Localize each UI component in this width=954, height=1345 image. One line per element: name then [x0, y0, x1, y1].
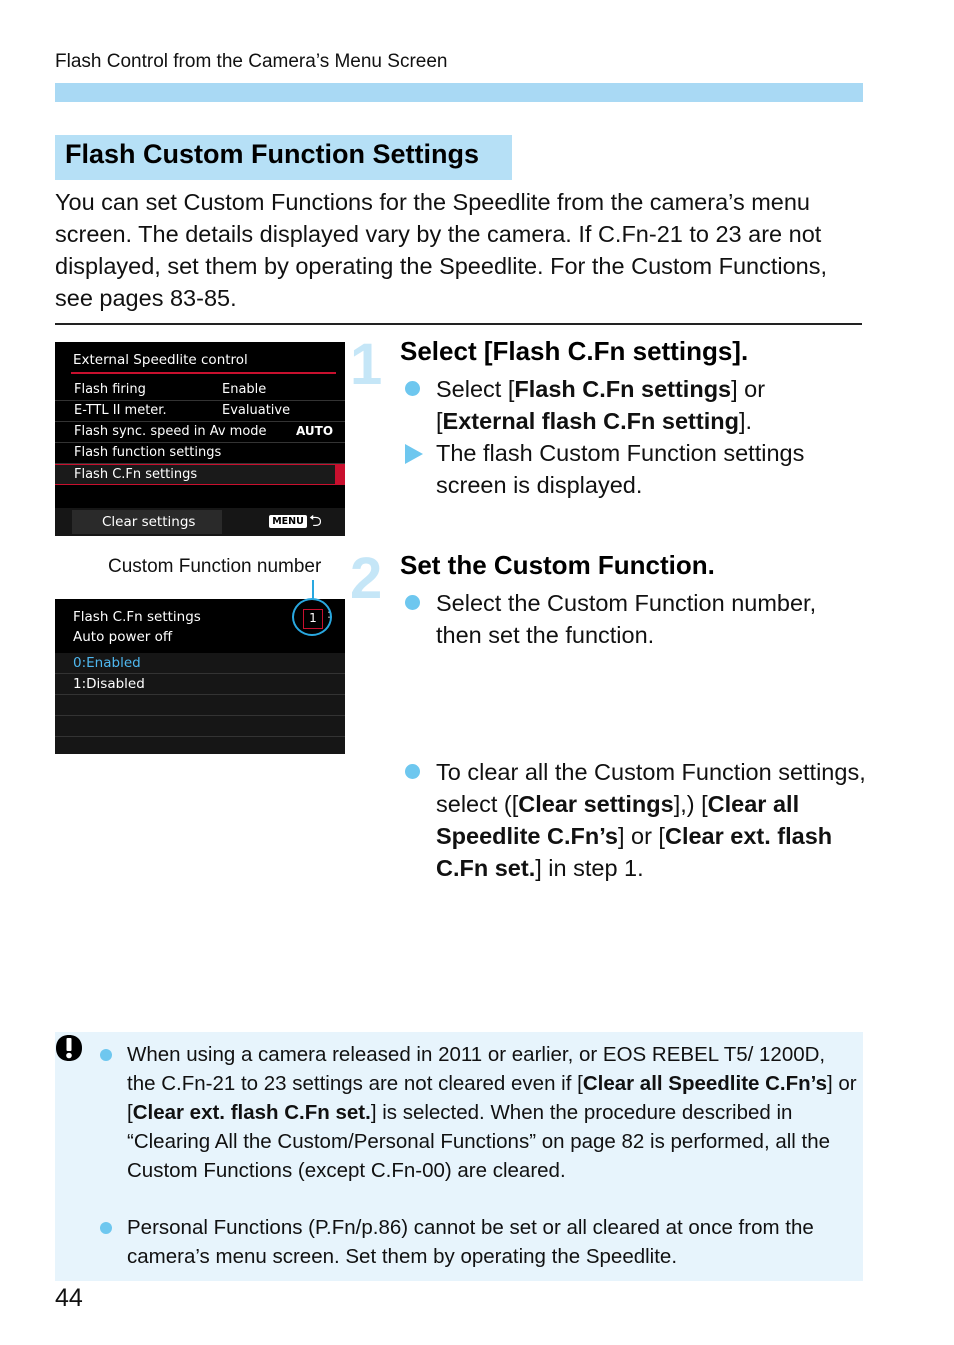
menu-row-label: Flash sync. speed in Av mode — [74, 424, 267, 439]
cfn-number-box[interactable]: 1 — [303, 609, 323, 629]
menu-row-flash-function-settings[interactable] — [55, 443, 345, 464]
divider — [55, 323, 862, 325]
screen-title: Flash C.Fn settings — [73, 609, 201, 625]
caution-note-1: When using a camera released in 2011 or earlier, or EOS REBEL T5/ 1200D, the C.Fn-21 to 23 settings are not cleared even if [Clear all Speedlite C.Fn’s] or [Clear ext. flash C.Fn set.] is selected. When the procedure described in “Clearing All the Custom/Personal Functions” on page 82 is performed, all the Custom Functions (except C.Fn-00) are cleared. — [127, 1043, 857, 1182]
step-1-title: Select [Flash C.Fn settings]. — [400, 336, 749, 366]
menu-row-label: E-TTL II meter. — [74, 403, 167, 418]
menu-row-flash-sync-speed[interactable] — [55, 422, 345, 443]
screen-header: External Speedlite control — [73, 352, 248, 368]
screen-subtitle: Auto power off — [73, 629, 173, 645]
cfn-number-suffix: : — [327, 607, 332, 621]
option-label: 0:Enabled — [73, 655, 141, 671]
menu-row-label: Flash firing — [74, 382, 146, 397]
menu-row-value: AUTO — [296, 424, 334, 438]
selection-indicator — [335, 465, 345, 484]
bullet-icon — [405, 595, 420, 610]
menu-row-value: Enable — [222, 382, 267, 397]
step-number-1: 1 — [350, 332, 383, 397]
back-icon: ⮌ — [309, 511, 322, 530]
bullet-icon — [405, 381, 420, 396]
option-label: 1:Disabled — [73, 676, 145, 692]
header-bar — [55, 83, 863, 102]
result-arrow-icon — [405, 444, 423, 464]
menu-row-label: Flash C.Fn settings — [74, 467, 198, 482]
step-1-result: The flash Custom Function settings screen is displayed. — [436, 440, 805, 498]
menu-row-value: Evaluative — [222, 403, 291, 418]
camera-screen-external-speedlite — [55, 342, 345, 536]
menu-row-flash-firing[interactable] — [55, 380, 345, 401]
step-2-title: Set the Custom Function. — [400, 550, 715, 580]
menu-row-flash-cfn-settings[interactable] — [55, 464, 345, 485]
page-number: 44 — [55, 1284, 83, 1312]
bullet-icon — [100, 1222, 112, 1234]
menu-row-ettl-meter[interactable] — [55, 401, 345, 422]
screen-header-rule — [71, 372, 336, 374]
menu-row-label: Flash function settings — [74, 445, 222, 460]
menu-icon: MENU — [269, 515, 307, 528]
option-enabled[interactable] — [55, 653, 345, 674]
bullet-icon — [100, 1049, 112, 1061]
caution-icon — [55, 1034, 83, 1062]
clear-note: To clear all the Custom Function settings, select ([Clear settings],) [Clear all Speedlite C.Fn’s] or [Clear ext. flash C.Fn set.] in step 1. — [436, 759, 866, 881]
option-disabled[interactable] — [55, 674, 345, 695]
callout-circle — [292, 598, 332, 636]
step-1-instruction: Select [Flash C.Fn settings] or [External flash C.Fn setting]. — [436, 376, 766, 434]
option-empty — [55, 695, 345, 716]
step-number-2: 2 — [350, 546, 383, 611]
intro-paragraph: You can set Custom Functions for the Speedlite from the camera’s menu screen. The details displayed vary by the camera. If C.Fn-21 to 23 are not displayed, set them by operating the Speedlite. For the Custom Functions, see pages 83-85. — [55, 189, 828, 311]
caution-note-2: Personal Functions (P.Fn/p.86) cannot be set or all cleared at once from the camera’s menu screen. Set them by operating the Speedlite. — [127, 1216, 814, 1268]
options-area — [55, 653, 345, 754]
option-empty — [55, 716, 345, 737]
step-2-instruction: Select the Custom Function number, then set the function. — [436, 590, 817, 648]
screen-footer — [55, 508, 345, 536]
running-head: Flash Control from the Camera’s Menu Screen — [55, 51, 448, 72]
section-title: Flash Custom Function Settings — [55, 135, 512, 180]
clear-settings-button[interactable]: Clear settings — [72, 510, 222, 534]
bullet-icon — [405, 764, 420, 779]
custom-function-number-callout: Custom Function number — [108, 556, 322, 577]
